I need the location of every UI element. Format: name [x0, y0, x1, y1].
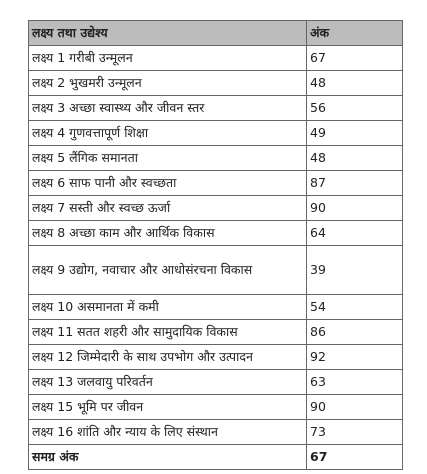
table-row	[29, 221, 403, 246]
score-cell: 64	[307, 221, 403, 246]
table-row	[29, 171, 403, 196]
goal-cell: लक्ष्य 7 सस्ती और स्वच्छ ऊर्जा	[29, 196, 307, 221]
table-row	[29, 246, 403, 295]
goal-cell: लक्ष्य 8 अच्छा काम और आर्थिक विकास	[29, 221, 307, 246]
goal-cell: लक्ष्य 15 भूमि पर जीवन	[29, 395, 307, 420]
goal-column-header: लक्ष्य तथा उद्येश्य	[29, 21, 307, 46]
score-cell: 54	[307, 295, 403, 320]
score-cell: 90	[307, 196, 403, 221]
total-score-cell: 67	[307, 445, 403, 470]
goal-cell: लक्ष्य 2 भुखमरी उन्मूलन	[29, 71, 307, 96]
goal-cell: लक्ष्य 12 जिम्मेदारी के साथ उपभोग और उत्पादन	[29, 345, 307, 370]
table-row	[29, 370, 403, 395]
table-row	[29, 295, 403, 320]
goal-cell: लक्ष्य 5 लैंगिक समानता	[29, 146, 307, 171]
goal-cell: लक्ष्य 10 असमानता में कमी	[29, 295, 307, 320]
table-row	[29, 71, 403, 96]
goal-cell: लक्ष्य 13 जलवायु परिवर्तन	[29, 370, 307, 395]
score-cell: 67	[307, 46, 403, 71]
total-label-cell: समग्र अंक	[29, 445, 307, 470]
goal-cell: लक्ष्य 4 गुणवत्तापूर्ण शिक्षा	[29, 121, 307, 146]
score-cell: 87	[307, 171, 403, 196]
score-cell: 56	[307, 96, 403, 121]
table-row	[29, 146, 403, 171]
goal-cell: लक्ष्य 1 गरीबी उन्मूलन	[29, 46, 307, 71]
goal-cell: लक्ष्य 16 शांति और न्याय के लिए संस्थान	[29, 420, 307, 445]
table-row	[29, 96, 403, 121]
score-cell: 48	[307, 71, 403, 96]
table-header-row	[29, 21, 403, 46]
table-row	[29, 395, 403, 420]
sdg-score-table	[28, 20, 403, 470]
score-cell: 63	[307, 370, 403, 395]
score-cell: 92	[307, 345, 403, 370]
goal-cell: लक्ष्य 6 साफ पानी और स्वच्छता	[29, 171, 307, 196]
table-row	[29, 345, 403, 370]
score-cell: 90	[307, 395, 403, 420]
score-cell: 48	[307, 146, 403, 171]
goal-cell: लक्ष्य 3 अच्छा स्वास्थ्य और जीवन स्तर	[29, 96, 307, 121]
score-cell: 86	[307, 320, 403, 345]
table-row	[29, 420, 403, 445]
score-cell: 39	[307, 246, 403, 295]
table-row	[29, 121, 403, 146]
score-cell: 73	[307, 420, 403, 445]
score-column-header: अंक	[307, 21, 403, 46]
table-row	[29, 46, 403, 71]
table-row	[29, 320, 403, 345]
total-row	[29, 445, 403, 470]
score-cell: 49	[307, 121, 403, 146]
goal-cell: लक्ष्य 9 उद्योग, नवाचार और आधोसंरचना विकास	[29, 246, 307, 295]
table-row	[29, 196, 403, 221]
goal-cell: लक्ष्य 11 सतत शहरी और सामुदायिक विकास	[29, 320, 307, 345]
